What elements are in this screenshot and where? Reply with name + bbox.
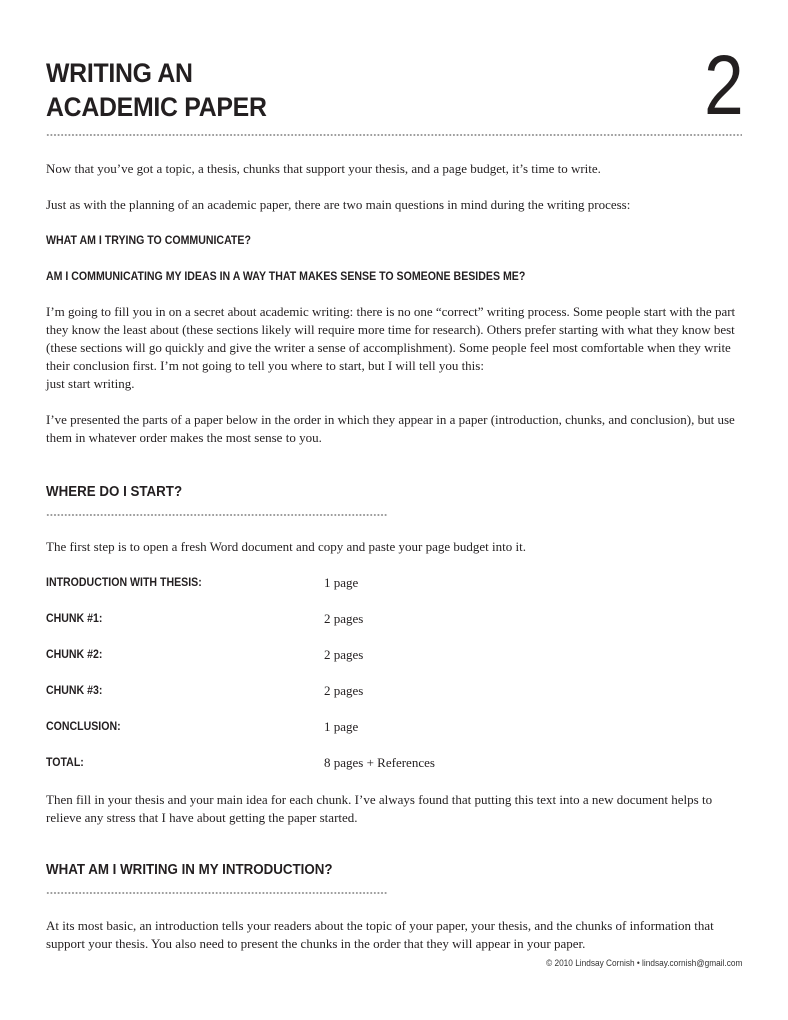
budget-value: 1 page — [324, 719, 359, 734]
intro-paragraph-3 — [46, 303, 744, 393]
budget-value: 2 pages — [324, 683, 364, 698]
budget-row — [46, 647, 546, 663]
budget-row — [46, 575, 546, 591]
budget-row — [46, 611, 546, 627]
chapter-number: 2 — [704, 38, 744, 132]
intro-paragraph-4: I’ve presented the parts of a paper below in the order in which they appear in a paper (introduction, chunks, and conclusion), but use them in whatever order makes the most sense to you. — [46, 412, 735, 445]
budget-label: CHUNK #2: — [46, 649, 103, 661]
section-heading-where-do-i-start: WHERE DO I START? — [46, 484, 183, 500]
budget-value: 2 pages — [324, 611, 364, 626]
budget-row — [46, 755, 546, 771]
title-divider — [46, 133, 742, 137]
intro-paragraph-3-end: just start writing. — [46, 376, 135, 391]
start-paragraph-1: The first step is to open a fresh Word document and copy and paste your page budget into it. — [46, 539, 526, 554]
section-heading-introduction: WHAT AM I WRITING IN MY INTRODUCTION? — [46, 862, 333, 878]
budget-label: CHUNK #3: — [46, 685, 103, 697]
start-paragraph-2: Then fill in your thesis and your main idea for each chunk. I’ve always found that putting this text into a new document helps to relieve any stress that I have about getting the paper started. — [46, 792, 713, 825]
footer-copyright: © 2010 Lindsay Cornish • lindsay.cornish@gmail.com — [545, 958, 742, 968]
introduction-paragraph-1: At its most basic, an introduction tells your readers about the topic of your paper, your thesis, and the chunks of information that support your thesis. You also need to present the chunks in the order that they will appear in your paper. — [46, 918, 714, 951]
budget-label: INTRODUCTION WITH THESIS: — [46, 577, 202, 589]
page-title-line-2: ACADEMIC PAPER — [46, 92, 267, 122]
section-divider-introduction — [46, 891, 388, 895]
budget-value: 8 pages + References — [324, 755, 435, 770]
intro-paragraph-2: Just as with the planning of an academic paper, there are two main questions in mind during the writing process: — [46, 197, 631, 212]
question-2: AM I COMMUNICATING MY IDEAS IN A WAY THAT MAKES SENSE TO SOMEONE BESIDES ME? — [46, 271, 526, 283]
budget-label: TOTAL: — [46, 757, 84, 769]
page-title — [46, 56, 267, 124]
budget-value: 2 pages — [324, 647, 364, 662]
intro-paragraph-3-text: I’m going to fill you in on a secret about academic writing: there is no one “correct” writing process. Some people start with the part they know the least about (these sections likely will require more time for research). Others prefer starting with what they know best (these sections will go quickly and give the writer a sense of accomplishment). Some people feel most comfortable when they write their conclusion first. I’m not going to tell you where to start, but I will tell you this: — [46, 304, 736, 373]
budget-value: 1 page — [324, 575, 359, 590]
section-divider-start — [46, 513, 388, 517]
budget-label: CHUNK #1: — [46, 613, 103, 625]
budget-row — [46, 683, 546, 699]
question-1: WHAT AM I TRYING TO COMMUNICATE? — [46, 235, 251, 247]
budget-row — [46, 719, 546, 735]
intro-paragraph-1: Now that you’ve got a topic, a thesis, chunks that support your thesis, and a page budget, it’s time to write. — [46, 161, 601, 176]
budget-label: CONCLUSION: — [46, 721, 121, 733]
page-title-line-1: WRITING AN — [46, 58, 193, 88]
